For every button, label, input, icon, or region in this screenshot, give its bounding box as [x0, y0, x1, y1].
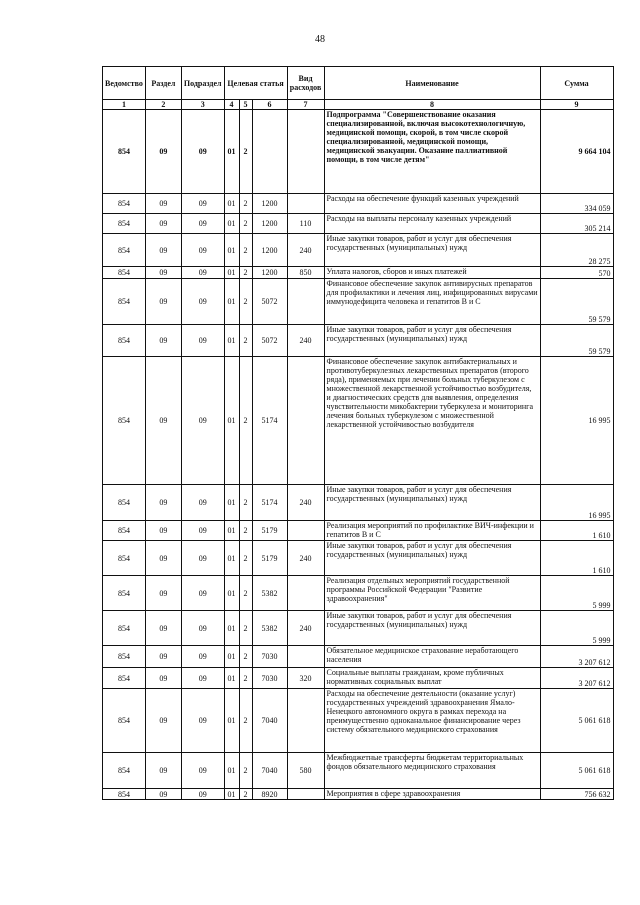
cell-department: 854 — [103, 521, 146, 541]
cell-subsection: 09 — [181, 325, 224, 357]
cell-expense-type — [287, 110, 324, 194]
cell-expense-type: 240 — [287, 485, 324, 521]
cell-subprogram: 2 — [239, 214, 252, 234]
cell-subprogram: 2 — [239, 110, 252, 194]
table-row — [103, 689, 614, 753]
cell-department: 854 — [103, 485, 146, 521]
cell-department: 854 — [103, 541, 146, 576]
cell-expense-type: 580 — [287, 753, 324, 789]
cell-name: Иные закупки товаров, работ и услуг для обеспечения государственных (муниципальных) нужд — [324, 485, 540, 521]
cell-subprogram: 2 — [239, 521, 252, 541]
cell-program: 01 — [224, 357, 239, 485]
cell-subprogram: 2 — [239, 576, 252, 611]
cell-section: 09 — [145, 267, 181, 279]
cell-direction: 5174 — [252, 357, 287, 485]
cell-direction: 5072 — [252, 325, 287, 357]
cell-subprogram: 2 — [239, 753, 252, 789]
cell-expense-type: 110 — [287, 214, 324, 234]
header-department: Ведомство — [103, 67, 146, 100]
cell-section: 09 — [145, 194, 181, 214]
cell-program: 01 — [224, 325, 239, 357]
cell-subsection: 09 — [181, 234, 224, 267]
cell-name: Финансовое обеспечение закупок антибактериальных и противотуберкулезных лекарственных препаратов (второго ряда), применяемых при лечении больных туберкулезом с множественной лекарственной устойчивостью возбудителя, и диагностических средств для выявления, определения чувствительности микобактерии туберкулеза и мониторинга лечения больных туберкулезом с множественной лекарственной устойчивостью возбудителя — [324, 357, 540, 485]
cell-name: Расходы на обеспечение деятельности (оказание услуг) государственных учреждений здравоохранения Ямало-Ненецкого автономного округа в рамках перехода на преимущественно одноканальное финансирование через систему обязательного медицинского страхования — [324, 689, 540, 753]
cell-subprogram: 2 — [239, 541, 252, 576]
header-name: Наименование — [324, 67, 540, 100]
cell-subsection: 09 — [181, 576, 224, 611]
cell-direction: 5179 — [252, 541, 287, 576]
cell-subprogram: 2 — [239, 325, 252, 357]
table-row — [103, 194, 614, 214]
cell-direction — [252, 110, 287, 194]
cell-direction: 1200 — [252, 214, 287, 234]
cell-expense-type — [287, 646, 324, 668]
cell-sum: 9 664 104 — [540, 110, 613, 194]
cell-program: 01 — [224, 234, 239, 267]
cell-program: 01 — [224, 214, 239, 234]
column-number: 2 — [145, 100, 181, 110]
cell-program: 01 — [224, 753, 239, 789]
cell-program: 01 — [224, 194, 239, 214]
cell-name: Уплата налогов, сборов и иных платежей — [324, 267, 540, 279]
cell-direction: 7030 — [252, 646, 287, 668]
cell-program: 01 — [224, 521, 239, 541]
cell-subprogram: 2 — [239, 485, 252, 521]
cell-section: 09 — [145, 646, 181, 668]
column-number: 7 — [287, 100, 324, 110]
cell-subsection: 09 — [181, 485, 224, 521]
cell-name: Реализация отдельных мероприятий государственной программы Российской Федерации "Развитие здравоохранения" — [324, 576, 540, 611]
cell-subsection: 09 — [181, 611, 224, 646]
table-row — [103, 110, 614, 194]
cell-program: 01 — [224, 267, 239, 279]
cell-section: 09 — [145, 325, 181, 357]
table-row — [103, 646, 614, 668]
cell-direction: 5072 — [252, 279, 287, 325]
cell-section: 09 — [145, 279, 181, 325]
cell-subprogram: 2 — [239, 279, 252, 325]
table-row — [103, 234, 614, 267]
cell-subsection: 09 — [181, 689, 224, 753]
cell-program: 01 — [224, 279, 239, 325]
cell-subsection: 09 — [181, 267, 224, 279]
cell-name: Иные закупки товаров, работ и услуг для обеспечения государственных (муниципальных) нужд — [324, 611, 540, 646]
cell-name: Иные закупки товаров, работ и услуг для обеспечения государственных (муниципальных) нужд — [324, 325, 540, 357]
budget-table — [102, 66, 614, 800]
cell-expense-type — [287, 789, 324, 800]
column-number: 4 — [224, 100, 239, 110]
cell-sum: 756 632 — [540, 789, 613, 800]
cell-program: 01 — [224, 576, 239, 611]
table-row — [103, 576, 614, 611]
cell-section: 09 — [145, 689, 181, 753]
table-row — [103, 325, 614, 357]
cell-sum: 5 999 — [540, 576, 613, 611]
cell-sum: 16 995 — [540, 357, 613, 485]
cell-name: Иные закупки товаров, работ и услуг для обеспечения государственных (муниципальных) нужд — [324, 541, 540, 576]
cell-name: Финансовое обеспечение закупок антивирусных препаратов для профилактики и лечения лиц, инфицированных вирусами иммунодефицита человека и гепатитов В и С — [324, 279, 540, 325]
header-sum: Сумма — [540, 67, 613, 100]
cell-program: 01 — [224, 110, 239, 194]
cell-section: 09 — [145, 234, 181, 267]
cell-name: Подпрограмма "Совершенствование оказания специализированной, включая высокотехнологичную, медицинской помощи, скорой, в том числе скорой специализированной, медицинской помощи, медицинской эвакуации. Оказание паллиативной помощи, в том числе детям" — [324, 110, 540, 194]
cell-direction: 8920 — [252, 789, 287, 800]
column-number: 6 — [252, 100, 287, 110]
cell-sum: 5 999 — [540, 611, 613, 646]
cell-section: 09 — [145, 521, 181, 541]
cell-expense-type — [287, 194, 324, 214]
cell-expense-type — [287, 576, 324, 611]
cell-sum: 1 610 — [540, 541, 613, 576]
cell-section: 09 — [145, 485, 181, 521]
cell-name: Мероприятия в сфере здравоохранения — [324, 789, 540, 800]
column-number: 8 — [324, 100, 540, 110]
cell-section: 09 — [145, 668, 181, 689]
cell-program: 01 — [224, 485, 239, 521]
table-row — [103, 214, 614, 234]
cell-name: Расходы на обеспечение функций казенных учреждений — [324, 194, 540, 214]
cell-direction: 5179 — [252, 521, 287, 541]
table-row — [103, 611, 614, 646]
cell-subsection: 09 — [181, 194, 224, 214]
cell-department: 854 — [103, 689, 146, 753]
cell-subsection: 09 — [181, 541, 224, 576]
cell-program: 01 — [224, 611, 239, 646]
cell-program: 01 — [224, 668, 239, 689]
cell-subsection: 09 — [181, 110, 224, 194]
cell-section: 09 — [145, 611, 181, 646]
cell-section: 09 — [145, 541, 181, 576]
cell-subsection: 09 — [181, 646, 224, 668]
table-row — [103, 485, 614, 521]
column-number: 5 — [239, 100, 252, 110]
cell-sum: 334 059 — [540, 194, 613, 214]
table-row — [103, 789, 614, 800]
cell-subprogram: 2 — [239, 194, 252, 214]
cell-expense-type — [287, 279, 324, 325]
cell-department: 854 — [103, 214, 146, 234]
column-number-row — [103, 100, 614, 110]
cell-subsection: 09 — [181, 214, 224, 234]
table-row — [103, 753, 614, 789]
cell-sum: 305 214 — [540, 214, 613, 234]
header-subsection: Подраздел — [181, 67, 224, 100]
table-row — [103, 668, 614, 689]
cell-program: 01 — [224, 646, 239, 668]
cell-subsection: 09 — [181, 521, 224, 541]
cell-direction: 1200 — [252, 267, 287, 279]
cell-sum: 16 995 — [540, 485, 613, 521]
table-row — [103, 521, 614, 541]
cell-subprogram: 2 — [239, 234, 252, 267]
table-row — [103, 541, 614, 576]
cell-expense-type — [287, 521, 324, 541]
cell-sum: 59 579 — [540, 279, 613, 325]
cell-section: 09 — [145, 789, 181, 800]
page-number: 48 — [315, 34, 325, 45]
cell-subprogram: 2 — [239, 789, 252, 800]
cell-program: 01 — [224, 689, 239, 753]
cell-name: Межбюджетные трансферты бюджетам территориальных фондов обязательного медицинского страхования — [324, 753, 540, 789]
cell-subprogram: 2 — [239, 267, 252, 279]
cell-subprogram: 2 — [239, 611, 252, 646]
cell-sum: 28 275 — [540, 234, 613, 267]
cell-section: 09 — [145, 753, 181, 789]
cell-expense-type: 240 — [287, 325, 324, 357]
cell-expense-type: 850 — [287, 267, 324, 279]
cell-direction: 5382 — [252, 611, 287, 646]
cell-program: 01 — [224, 541, 239, 576]
column-number: 9 — [540, 100, 613, 110]
cell-subsection: 09 — [181, 789, 224, 800]
cell-subprogram: 2 — [239, 689, 252, 753]
cell-subsection: 09 — [181, 357, 224, 485]
cell-direction: 1200 — [252, 194, 287, 214]
cell-sum: 59 579 — [540, 325, 613, 357]
cell-direction: 5174 — [252, 485, 287, 521]
cell-sum: 5 061 618 — [540, 753, 613, 789]
cell-sum: 3 207 612 — [540, 646, 613, 668]
cell-sum: 5 061 618 — [540, 689, 613, 753]
cell-expense-type — [287, 357, 324, 485]
cell-department: 854 — [103, 267, 146, 279]
cell-expense-type: 320 — [287, 668, 324, 689]
cell-department: 854 — [103, 194, 146, 214]
cell-department: 854 — [103, 668, 146, 689]
header-section: Раздел — [145, 67, 181, 100]
column-number: 1 — [103, 100, 146, 110]
cell-name: Реализация мероприятий по профилактике ВИЧ-инфекции и гепатитов В и С — [324, 521, 540, 541]
cell-subsection: 09 — [181, 668, 224, 689]
cell-department: 854 — [103, 325, 146, 357]
cell-section: 09 — [145, 576, 181, 611]
cell-name: Расходы на выплаты персоналу казенных учреждений — [324, 214, 540, 234]
column-number: 3 — [181, 100, 224, 110]
cell-department: 854 — [103, 279, 146, 325]
cell-name: Социальные выплаты гражданам, кроме публичных нормативных социальных выплат — [324, 668, 540, 689]
table-row — [103, 357, 614, 485]
cell-department: 854 — [103, 646, 146, 668]
cell-direction: 7040 — [252, 753, 287, 789]
cell-expense-type: 240 — [287, 541, 324, 576]
cell-expense-type — [287, 689, 324, 753]
cell-subsection: 09 — [181, 279, 224, 325]
cell-section: 09 — [145, 357, 181, 485]
cell-sum: 3 207 612 — [540, 668, 613, 689]
cell-section: 09 — [145, 110, 181, 194]
cell-name: Иные закупки товаров, работ и услуг для обеспечения государственных (муниципальных) нужд — [324, 234, 540, 267]
cell-direction: 1200 — [252, 234, 287, 267]
cell-direction: 7040 — [252, 689, 287, 753]
cell-department: 854 — [103, 753, 146, 789]
cell-expense-type: 240 — [287, 234, 324, 267]
cell-department: 854 — [103, 576, 146, 611]
cell-department: 854 — [103, 789, 146, 800]
cell-section: 09 — [145, 214, 181, 234]
cell-name: Обязательное медицинское страхование неработающего населения — [324, 646, 540, 668]
cell-sum: 570 — [540, 267, 613, 279]
table-row — [103, 267, 614, 279]
cell-subprogram: 2 — [239, 357, 252, 485]
header-target-item: Целевая статья — [224, 67, 287, 100]
cell-expense-type: 240 — [287, 611, 324, 646]
cell-direction: 7030 — [252, 668, 287, 689]
cell-subprogram: 2 — [239, 646, 252, 668]
cell-subprogram: 2 — [239, 668, 252, 689]
cell-direction: 5382 — [252, 576, 287, 611]
cell-subsection: 09 — [181, 753, 224, 789]
header-expense-type: Вид расходов — [287, 67, 324, 100]
cell-sum: 1 610 — [540, 521, 613, 541]
header-row — [103, 67, 614, 100]
cell-department: 854 — [103, 611, 146, 646]
cell-program: 01 — [224, 789, 239, 800]
cell-department: 854 — [103, 110, 146, 194]
cell-department: 854 — [103, 357, 146, 485]
table-row — [103, 279, 614, 325]
cell-department: 854 — [103, 234, 146, 267]
